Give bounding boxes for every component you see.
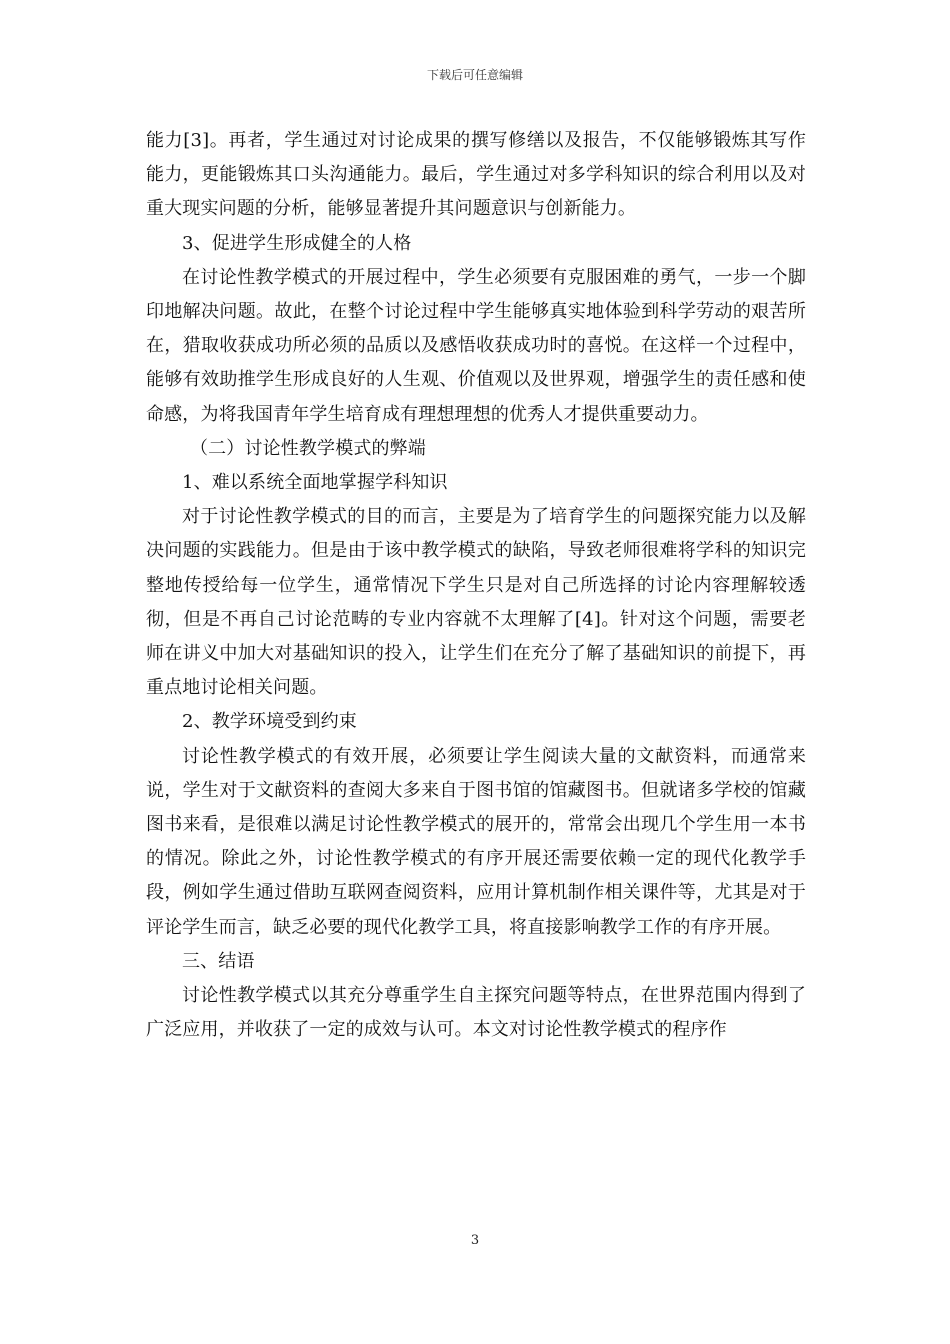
paragraph: 讨论性教学模式的有效开展，必须要让学生阅读大量的文献资料，而通常来说，学生对于文献资料的查阅大多来自于图书馆的馆藏图书。但就诸多学校的馆藏图书来看，是很难以满足讨论性教学模式的展开的，常常会出现几个学生用一本书的情况。除此之外，讨论性教学模式的有序开展还需要依赖一定的现代化教学手段，例如学生通过借助互联网查阅资料，应用计算机制作相关课件等，尤其是对于评论学生而言，缺乏必要的现代化教学工具，将直接影响教学工作的有序开展。 — [146, 745, 806, 938]
section-heading: 1、难以系统全面地掌握学科知识 — [182, 472, 448, 494]
section-heading: 三、结语 — [182, 950, 255, 972]
page-header: 下载后可任意编辑 — [426, 68, 523, 82]
paragraph: 在讨论性教学模式的开展过程中，学生必须要有克服困难的勇气，一步一个脚印地解决问题。故此，在整个讨论过程中学生能够真实地体验到科学劳动的艰苦所在，猎取收获成功所必须的品质以及感悟收获成功时的喜悦。在这样一个过程中，能够有效助推学生形成良好的人生观、价值观以及世界观，增强学生的责任感和使命感，为将我国青年学生培育成有理想理想的优秀人才提供重要动力。 — [146, 266, 806, 425]
paragraph: 对于讨论性教学模式的目的而言，主要是为了培育学生的问题探究能力以及解决问题的实践能力。但是由于该中教学模式的缺陷，导致老师很难将学科的知识完整地传授给每一位学生，通常情况下学生只是对自己所选择的讨论内容理解较透彻，但是不再自己讨论范畴的专业内容就不太理解了[4]。针对这个问题，需要老师在讲义中加大对基础知识的投入，让学生们在充分了解了基础知识的前提下，再重点地讨论相关问题。 — [146, 506, 806, 699]
page-number: 3 — [470, 1233, 480, 1248]
paragraph: 讨论性教学模式以其充分尊重学生自主探究问题等特点，在世界范围内得到了广泛应用，并收获了一定的成效与认可。本文对讨论性教学模式的程序作 — [146, 985, 806, 1041]
section-heading: 2、教学环境受到约束 — [182, 711, 357, 733]
document-body — [146, 124, 806, 1047]
paragraph: 能力[3]。再者，学生通过对讨论成果的撰写修缮以及报告，不仅能够锻炼其写作能力，更能锻炼其口头沟通能力。最后，学生通过对多学科知识的综合利用以及对重大现实问题的分析，能够显著提升其问题意识与创新能力。 — [146, 130, 806, 220]
section-heading: 3、促进学生形成健全的人格 — [182, 232, 412, 254]
section-heading: （二）讨论性教学模式的弊端 — [190, 437, 426, 459]
